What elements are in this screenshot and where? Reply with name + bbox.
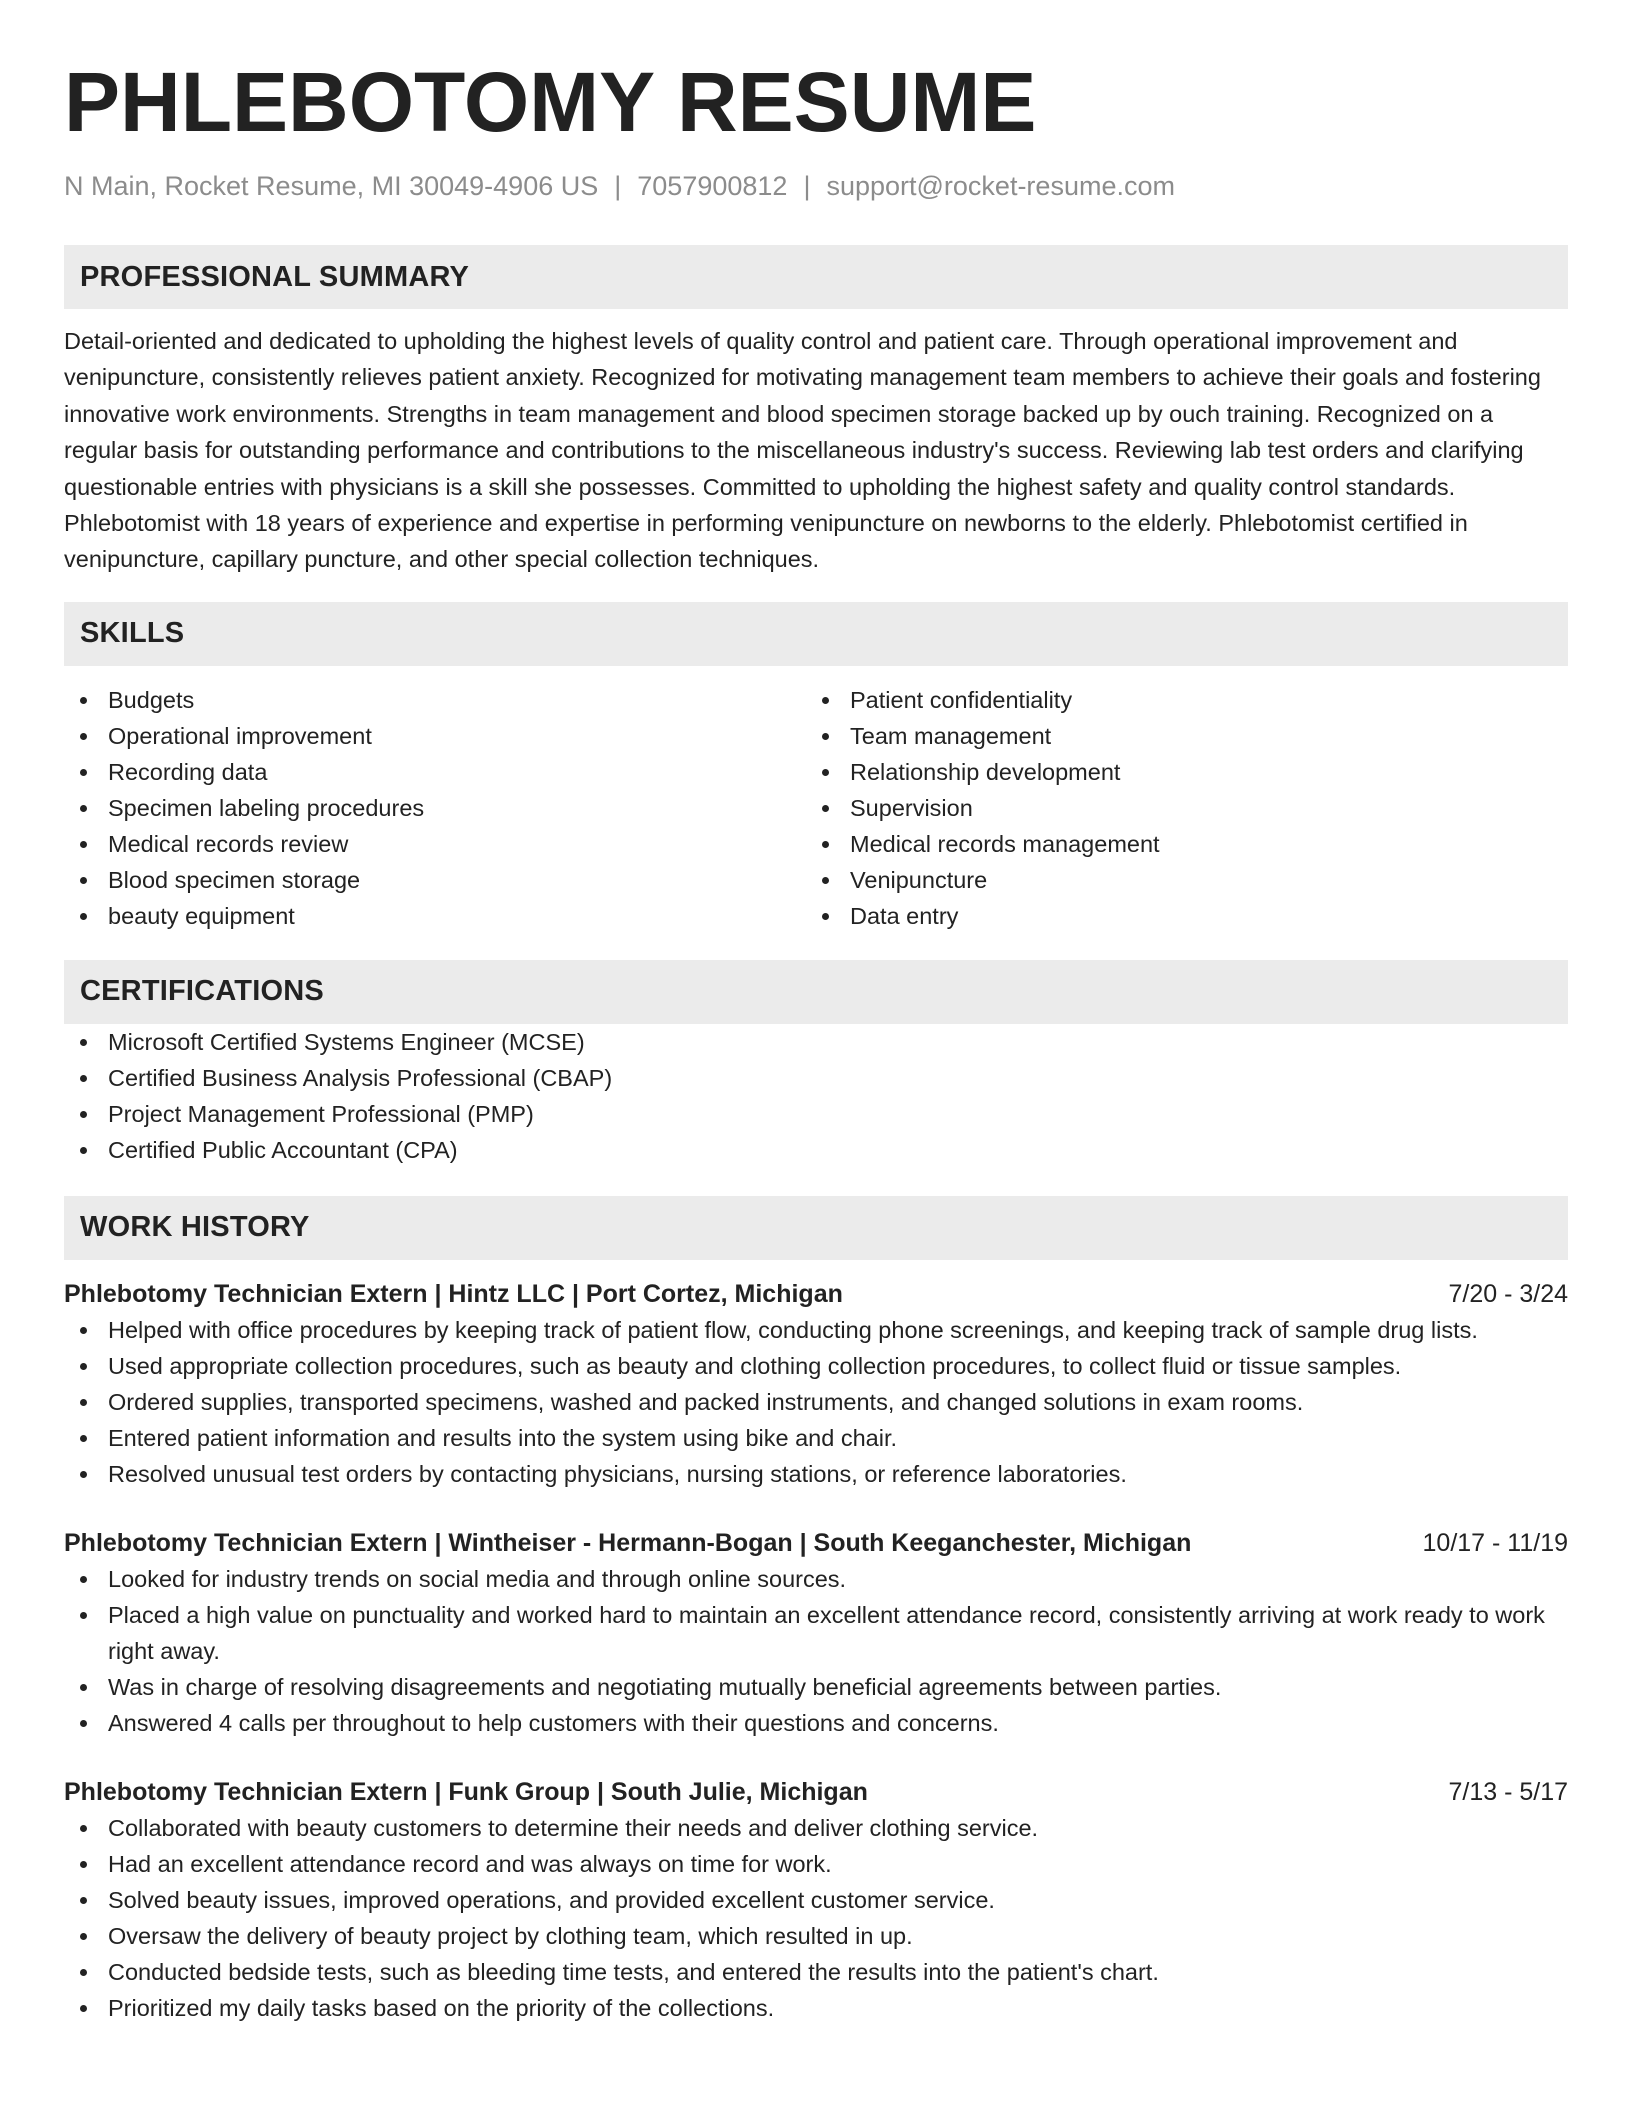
job-bullet: Collaborated with beauty customers to determine their needs and deliver clothing service. [64,1810,1568,1846]
contact-separator: | [803,171,811,201]
job-bullet: Oversaw the delivery of beauty project by clothing team, which resulted in up. [64,1918,1568,1954]
skill-item: Venipuncture [806,862,1548,898]
job-header [64,1276,1568,1312]
job-bullet: Ordered supplies, transported specimens, washed and packed instruments, and changed solutions in exam rooms. [64,1384,1568,1420]
skill-item: Budgets [64,682,806,718]
skills-list-left [64,682,806,934]
job-bullet: Prioritized my daily tasks based on the priority of the collections. [64,1990,1568,2026]
job-bullet: Had an excellent attendance record and was always on time for work. [64,1846,1568,1882]
job-dates: 7/20 - 3/24 [1448,1279,1568,1308]
skills-column-left [64,682,806,934]
skill-item: Operational improvement [64,718,806,754]
job-bullet: Answered 4 calls per throughout to help customers with their questions and concerns. [64,1705,1568,1741]
skill-item: Medical records review [64,826,806,862]
job-bullet: Entered patient information and results into the system using bike and chair. [64,1420,1568,1456]
certifications-list [64,1024,1568,1168]
job-title: Phlebotomy Technician Extern | Hintz LLC | Port Cortez, Michigan [64,1279,843,1308]
job-dates: 7/13 - 5/17 [1448,1777,1568,1806]
job-bullet: Conducted bedside tests, such as bleeding time tests, and entered the results into the patient's chart. [64,1954,1568,1990]
section-header-certifications: CERTIFICATIONS [64,960,1568,1024]
skills-column-right [806,682,1548,934]
job-bullet: Was in charge of resolving disagreements and negotiating mutually beneficial agreements between parties. [64,1669,1568,1705]
job-dates: 10/17 - 11/19 [1422,1528,1568,1557]
summary-text: Detail-oriented and dedicated to upholding the highest levels of quality control and patient care. Through operational improvement and venipuncture, consistently relieves patient anxiety. Recognized for motivating management team members to achieve their goals and fostering innovative work environments. Strengths in team management and blood specimen storage backed up by ouch training. Recognized on a regular basis for outstanding performance and contributions to the miscellaneous industry's success. Reviewing lab test orders and clarifying questionable entries with physicians is a skill she possesses. Committed to upholding the highest safety and quality control standards. Phlebotomist with 18 years of experience and expertise in performing venipuncture on newborns to the elderly. Phlebotomist certified in venipuncture, capillary puncture, and other special collection techniques. [64,328,1541,573]
job-bullets [64,1810,1568,2026]
job-header [64,1525,1568,1561]
job-bullet: Resolved unusual test orders by contacting physicians, nursing stations, or reference laboratories. [64,1456,1568,1492]
skill-item: Data entry [806,898,1548,934]
contact-phone: 7057900812 [637,171,788,201]
skill-item: Recording data [64,754,806,790]
skill-item: Specimen labeling procedures [64,790,806,826]
job-title: Phlebotomy Technician Extern | Funk Group | South Julie, Michigan [64,1777,868,1806]
certification-item: Project Management Professional (PMP) [64,1096,1568,1132]
skill-item: Medical records management [806,826,1548,862]
job-bullets [64,1312,1568,1492]
job-title: Phlebotomy Technician Extern | Wintheiser - Hermann-Bogan | South Keeganchester, Michigan [64,1528,1192,1557]
certification-item: Microsoft Certified Systems Engineer (MCSE) [64,1024,1568,1060]
job-bullet: Placed a high value on punctuality and worked hard to maintain an excellent attendance record, consistently arriving at work ready to work right away. [64,1597,1568,1669]
skill-item: Supervision [806,790,1548,826]
certification-item: Certified Business Analysis Professional (CBAP) [64,1060,1568,1096]
resume-title: PHLEBOTOMY RESUME [64,55,1037,149]
job-bullet: Looked for industry trends on social media and through online sources. [64,1561,1568,1597]
certification-item: Certified Public Accountant (CPA) [64,1132,1568,1168]
contact-address: N Main, Rocket Resume, MI 30049-4906 US [64,171,599,201]
contact-separator: | [614,171,622,201]
section-header-work-history: WORK HISTORY [64,1196,1568,1260]
skills-list-right [806,682,1548,934]
job-bullets [64,1561,1568,1741]
contact-email: support@rocket-resume.com [826,171,1175,201]
job-bullet: Solved beauty issues, improved operations, and provided excellent customer service. [64,1882,1568,1918]
job-entry [64,1525,1568,1741]
skill-item: beauty equipment [64,898,806,934]
skill-item: Patient confidentiality [806,682,1548,718]
section-header-summary: PROFESSIONAL SUMMARY [64,245,1568,309]
skill-item: Team management [806,718,1548,754]
section-header-skills: SKILLS [64,602,1568,666]
job-entry [64,1774,1568,2026]
job-bullet: Helped with office procedures by keeping track of patient flow, conducting phone screenings, and keeping track of sample drug lists. [64,1312,1568,1348]
skill-item: Blood specimen storage [64,862,806,898]
job-entry [64,1276,1568,1492]
skills-grid [64,682,1568,934]
contact-line [64,166,1568,206]
job-header [64,1774,1568,1810]
skill-item: Relationship development [806,754,1548,790]
job-bullet: Used appropriate collection procedures, such as beauty and clothing collection procedures, to collect fluid or tissue samples. [64,1348,1568,1384]
